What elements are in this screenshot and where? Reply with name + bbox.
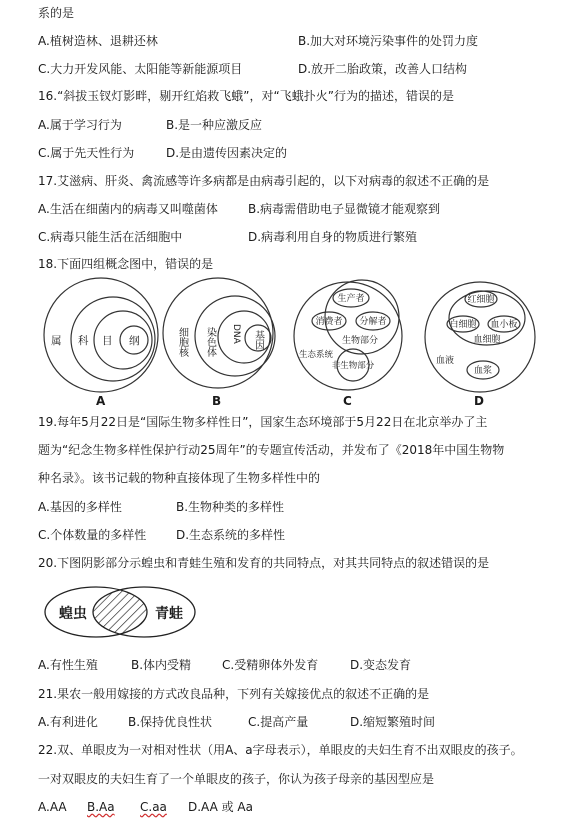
- diagram-c-label-decomposer: 分解者: [359, 317, 387, 327]
- diagram-a-label-class: 纲: [129, 335, 140, 347]
- q15-option-a: A.植树造林、退耕还林: [38, 34, 158, 48]
- q16-option-a: A.属于学习行为: [38, 118, 122, 132]
- diagram-d-letter: D: [474, 394, 484, 408]
- q21-option-a: A.有利进化: [38, 715, 98, 729]
- q19-option-c: C.个体数量的多样性: [38, 528, 147, 542]
- q17-option-c: C.病毒只能生活在活细胞中: [38, 230, 183, 244]
- diagram-d-label-blood: 血液: [435, 356, 455, 366]
- venn-label-locust: 蝗虫: [59, 606, 87, 622]
- diagram-b-label-dna: DNA: [231, 324, 241, 344]
- diagram-b-label-chromosome: 染色体: [204, 327, 216, 357]
- q15-option-d: D.放开二胎政策，改善人口结构: [298, 62, 468, 76]
- q22-option-b: B.Aa: [87, 800, 115, 814]
- q16-option-d: D.是由遗传因素决定的: [166, 146, 288, 160]
- q22-option-c: C.aa: [140, 800, 167, 814]
- diagram-d-label-blood-cells: 血细胞: [473, 335, 501, 345]
- q20-option-a: A.有性生殖: [38, 658, 98, 672]
- diagram-c-label-ecosystem: 生态系统: [298, 350, 334, 360]
- venn-label-frog: 青蛙: [155, 606, 183, 622]
- q20-option-b: B.体内受精: [131, 658, 192, 672]
- diagram-b-letter: B: [212, 394, 222, 408]
- q21-stem: 21.果农一般用嫁接的方式改良品种，下列有关嫁接优点的叙述不正确的是: [38, 687, 430, 701]
- q17-option-a: A.生活在细菌内的病毒又叫噬菌体: [38, 202, 218, 216]
- diagram-d-label-plasma: 血浆: [473, 366, 493, 376]
- q21-option-b: B.保持优良性状: [128, 715, 213, 729]
- q19-stem-line-1: 19.每年5月22日是“国际生物多样性日”，国家生态环境部于5月22日在北京举办了主: [38, 415, 488, 429]
- q22-stem-line-1: 22.双、单眼皮为一对相对性状（用A、a字母表示），单眼皮的夫妇生育不出双眼皮的孩子。: [38, 743, 523, 757]
- q15-option-b: B.加大对环境污染事件的处罚力度: [298, 34, 479, 48]
- q15-option-c: C.大力开发风能、太阳能等新能源项目: [38, 62, 243, 76]
- diagram-a-label-family: 科: [78, 335, 89, 347]
- q16-stem: 16.“斜拔玉钗灯影畔，剔开红焰救飞蛾”，对“飞蛾扑火”行为的描述，错误的是: [38, 89, 454, 103]
- diagram-c-label-producer: 生产者: [337, 294, 365, 304]
- q22-stem-line-2: 一对双眼皮的夫妇生育了一个单眼皮的孩子，你认为孩子母亲的基因型应是: [38, 772, 435, 786]
- diagram-c-letter: C: [343, 394, 352, 408]
- q15-stem-tail: 系的是: [38, 6, 75, 20]
- q21-option-d: D.缩短繁殖时间: [350, 715, 436, 729]
- diagram-c-label-abiotic: 非生物部分: [331, 361, 375, 371]
- q19-option-b: B.生物种类的多样性: [176, 500, 285, 514]
- diagram-a-letter: A: [96, 394, 106, 408]
- q16-option-c: C.属于先天性行为: [38, 146, 135, 160]
- diagram-c-label-biotic: 生物部分: [341, 336, 379, 346]
- q17-option-b: B.病毒需借助电子显微镜才能观察到: [248, 202, 441, 216]
- q19-option-d: D.生态系统的多样性: [176, 528, 286, 542]
- q20-stem: 20.下图阴影部分示蝗虫和青蛙生殖和发育的共同特点，对其共同特点的叙述错误的是: [38, 556, 490, 570]
- diagram-b-label-nucleus: 细胞核: [176, 327, 188, 357]
- q22-option-d: D.AA 或 Aa: [188, 800, 253, 814]
- diagram-d-label-platelet: 血小板: [490, 320, 518, 330]
- q17-stem: 17.艾滋病、肝炎、禽流感等许多病都是由病毒引起的，以下对病毒的叙述不正确的是: [38, 174, 490, 188]
- q19-stem-line-2: 题为“纪念生物多样性保护行动25周年”的专题宣传活动，并发布了《2018年中国生物物: [38, 443, 505, 457]
- diagram-a-label-genus: 属: [51, 335, 62, 347]
- q21-option-c: C.提高产量: [248, 715, 309, 729]
- q20-option-c: C.受精卵体外发育: [222, 658, 319, 672]
- q16-option-b: B.是一种应激反应: [166, 118, 263, 132]
- q18-stem: 18.下面四组概念图中，错误的是: [38, 257, 214, 271]
- q22-option-a: A.AA: [38, 800, 67, 814]
- diagram-b-label-gene: 基因: [252, 330, 264, 350]
- q19-option-a: A.基因的多样性: [38, 500, 122, 514]
- q20-option-d: D.变态发育: [350, 658, 412, 672]
- diagram-a-label-order: 目: [102, 335, 113, 347]
- q19-stem-line-3: 种名录》。该书记载的物种直接体现了生物多样性中的: [38, 471, 321, 485]
- diagram-d-label-rbc: 红细胞: [467, 295, 495, 305]
- diagram-d-label-wbc: 白细胞: [449, 320, 477, 330]
- diagram-c-label-consumer: 消费者: [315, 317, 343, 327]
- q17-option-d: D.病毒利用自身的物质进行繁殖: [248, 230, 418, 244]
